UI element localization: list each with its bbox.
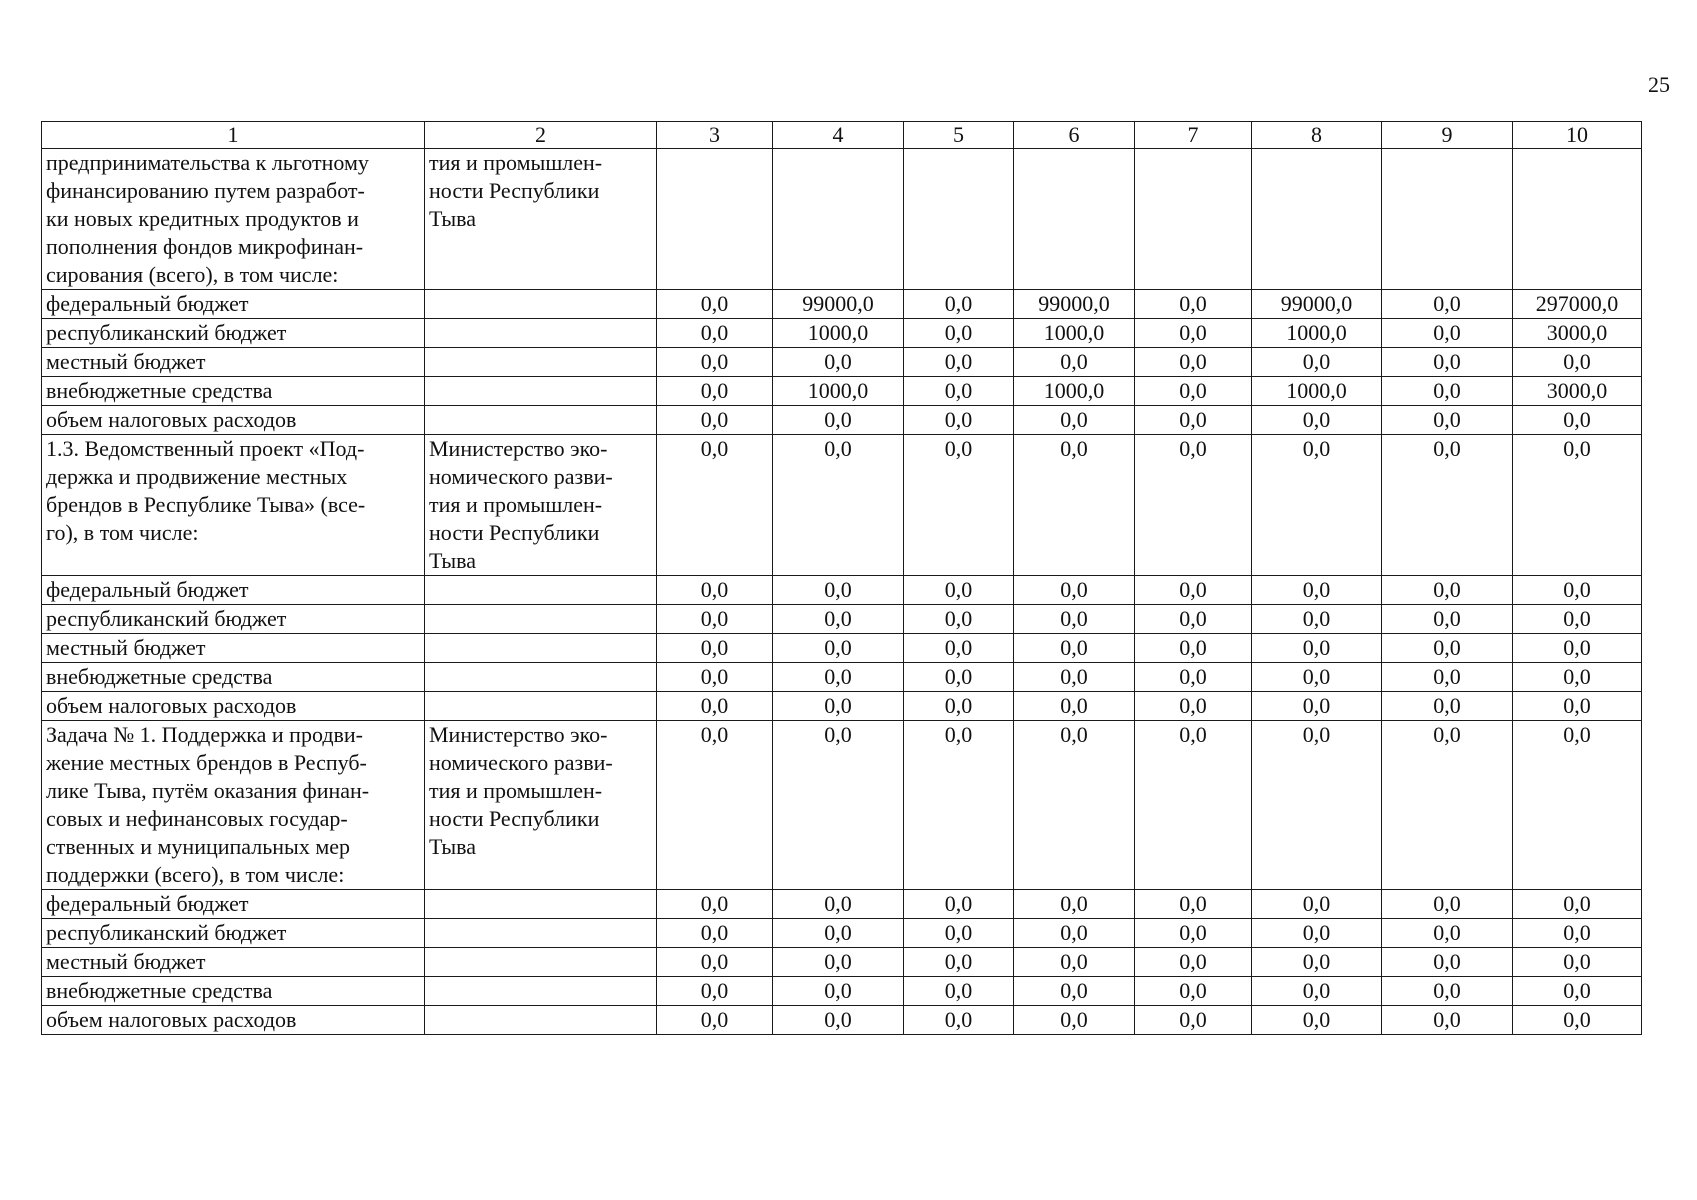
value-cell-col-4: 0,0	[773, 1006, 904, 1035]
row-description-cell	[42, 290, 425, 319]
value-cell-col-6	[1014, 149, 1135, 290]
responsible-cell	[425, 605, 657, 634]
value-cell-col-5: 0,0	[904, 692, 1014, 721]
value-cell-col-4: 0,0	[773, 634, 904, 663]
value-cell-col-7: 0,0	[1135, 1006, 1252, 1035]
value-cell-col-3: 0,0	[657, 692, 773, 721]
value-cell-col-10: 0,0	[1513, 605, 1642, 634]
header-cell-6: 6	[1014, 122, 1135, 149]
value-cell-col-5: 0,0	[904, 919, 1014, 948]
value-cell-col-9: 0,0	[1382, 692, 1513, 721]
row-description: внебюджетные средства	[46, 664, 273, 689]
value-cell-col-7: 0,0	[1135, 634, 1252, 663]
value-cell-col-7: 0,0	[1135, 948, 1252, 977]
row-description-cell	[42, 692, 425, 721]
responsible-cell	[425, 634, 657, 663]
responsible-cell	[425, 576, 657, 605]
row-description-cell	[42, 605, 425, 634]
value-cell-col-6: 0,0	[1014, 576, 1135, 605]
header-cell-2: 2	[425, 122, 657, 149]
responsible-cell	[425, 919, 657, 948]
row-description-cell	[42, 721, 425, 890]
value-cell-col-10: 0,0	[1513, 1006, 1642, 1035]
row-description: местный бюджет	[46, 349, 206, 374]
value-cell-col-9: 0,0	[1382, 1006, 1513, 1035]
value-cell-col-5: 0,0	[904, 634, 1014, 663]
value-cell-col-5: 0,0	[904, 948, 1014, 977]
value-cell-col-6: 0,0	[1014, 721, 1135, 890]
value-cell-col-6: 0,0	[1014, 977, 1135, 1006]
row-description: федеральный бюджет	[46, 577, 249, 602]
value-cell-col-10: 3000,0	[1513, 377, 1642, 406]
value-cell-col-3: 0,0	[657, 919, 773, 948]
table-row	[42, 948, 1642, 977]
value-cell-col-3: 0,0	[657, 634, 773, 663]
header-cell-1: 1	[42, 122, 425, 149]
value-cell-col-4: 0,0	[773, 663, 904, 692]
value-cell-col-4: 0,0	[773, 948, 904, 977]
value-cell-col-10	[1513, 149, 1642, 290]
value-cell-col-10: 0,0	[1513, 576, 1642, 605]
row-description: республиканский бюджет	[46, 920, 287, 945]
responsible-cell	[425, 435, 657, 576]
value-cell-col-8: 0,0	[1252, 1006, 1382, 1035]
value-cell-col-7	[1135, 149, 1252, 290]
header-cell-10: 10	[1513, 122, 1642, 149]
value-cell-col-6: 0,0	[1014, 663, 1135, 692]
value-cell-col-10: 0,0	[1513, 721, 1642, 890]
value-cell-col-6: 0,0	[1014, 1006, 1135, 1035]
value-cell-col-4: 0,0	[773, 435, 904, 576]
value-cell-col-5: 0,0	[904, 348, 1014, 377]
table-row-section	[42, 435, 1642, 576]
row-description: внебюджетные средства	[46, 378, 273, 403]
table-row	[42, 692, 1642, 721]
responsible-cell	[425, 406, 657, 435]
value-cell-col-4	[773, 149, 904, 290]
value-cell-col-8	[1252, 149, 1382, 290]
row-description: объем налоговых расходов	[46, 407, 297, 432]
responsible-cell	[425, 890, 657, 919]
row-description: республиканский бюджет	[46, 606, 287, 631]
value-cell-col-3: 0,0	[657, 890, 773, 919]
value-cell-col-8: 0,0	[1252, 663, 1382, 692]
value-cell-col-6: 0,0	[1014, 692, 1135, 721]
value-cell-col-7: 0,0	[1135, 576, 1252, 605]
row-description-cell	[42, 348, 425, 377]
table-row	[42, 290, 1642, 319]
value-cell-col-8: 0,0	[1252, 721, 1382, 890]
value-cell-col-7: 0,0	[1135, 348, 1252, 377]
value-cell-col-7: 0,0	[1135, 721, 1252, 890]
row-description-cell	[42, 406, 425, 435]
responsible-cell	[425, 348, 657, 377]
value-cell-col-6: 0,0	[1014, 605, 1135, 634]
row-description: федеральный бюджет	[46, 291, 249, 316]
row-description: предпринимательства к льготному финансированию путем разработ- ки новых кредитных продуктов и пополнения фондов микрофинан- сирования (всего), в том числе:	[46, 150, 369, 287]
value-cell-col-5: 0,0	[904, 1006, 1014, 1035]
value-cell-col-6: 0,0	[1014, 634, 1135, 663]
value-cell-col-7: 0,0	[1135, 435, 1252, 576]
value-cell-col-3: 0,0	[657, 605, 773, 634]
value-cell-col-6: 0,0	[1014, 348, 1135, 377]
value-cell-col-9: 0,0	[1382, 721, 1513, 890]
value-cell-col-7: 0,0	[1135, 977, 1252, 1006]
row-description-cell	[42, 663, 425, 692]
value-cell-col-7: 0,0	[1135, 663, 1252, 692]
table-row	[42, 890, 1642, 919]
value-cell-col-9: 0,0	[1382, 977, 1513, 1006]
table-row-section	[42, 721, 1642, 890]
value-cell-col-6: 0,0	[1014, 890, 1135, 919]
row-description-cell	[42, 1006, 425, 1035]
value-cell-col-3: 0,0	[657, 377, 773, 406]
value-cell-col-10: 0,0	[1513, 692, 1642, 721]
responsible-executor: тия и промышлен- ности Республики Тыва	[429, 150, 603, 231]
value-cell-col-8: 0,0	[1252, 692, 1382, 721]
value-cell-col-8: 1000,0	[1252, 319, 1382, 348]
header-row	[42, 122, 1642, 149]
responsible-cell	[425, 663, 657, 692]
responsible-cell	[425, 149, 657, 290]
value-cell-col-7: 0,0	[1135, 692, 1252, 721]
value-cell-col-6: 1000,0	[1014, 377, 1135, 406]
value-cell-col-7: 0,0	[1135, 919, 1252, 948]
row-description-cell	[42, 319, 425, 348]
header-cell-9: 9	[1382, 122, 1513, 149]
row-description: местный бюджет	[46, 635, 206, 660]
value-cell-col-5	[904, 149, 1014, 290]
value-cell-col-5: 0,0	[904, 435, 1014, 576]
row-description: Задача № 1. Поддержка и продви- жение местных брендов в Респуб- лике Тыва, путём оказания финан- совых и нефинансовых государ- ственных и муниципальных мер поддержки (всего), в том числе:	[46, 722, 370, 887]
value-cell-col-6: 0,0	[1014, 948, 1135, 977]
value-cell-col-5: 0,0	[904, 890, 1014, 919]
responsible-cell	[425, 290, 657, 319]
value-cell-col-5: 0,0	[904, 721, 1014, 890]
table-row	[42, 406, 1642, 435]
value-cell-col-4: 99000,0	[773, 290, 904, 319]
value-cell-col-10: 0,0	[1513, 890, 1642, 919]
value-cell-col-3: 0,0	[657, 663, 773, 692]
value-cell-col-4: 0,0	[773, 977, 904, 1006]
responsible-cell	[425, 721, 657, 890]
value-cell-col-5: 0,0	[904, 605, 1014, 634]
value-cell-col-8: 0,0	[1252, 948, 1382, 977]
value-cell-col-5: 0,0	[904, 377, 1014, 406]
value-cell-col-7: 0,0	[1135, 290, 1252, 319]
value-cell-col-9	[1382, 149, 1513, 290]
header-cell-8: 8	[1252, 122, 1382, 149]
value-cell-col-9: 0,0	[1382, 634, 1513, 663]
value-cell-col-6: 0,0	[1014, 919, 1135, 948]
row-description: федеральный бюджет	[46, 891, 249, 916]
value-cell-col-4: 0,0	[773, 890, 904, 919]
table-body	[42, 149, 1642, 1035]
value-cell-col-10: 0,0	[1513, 435, 1642, 576]
responsible-executor: Министерство эко- номического разви- тия и промышлен- ности Республики Тыва	[429, 722, 613, 859]
value-cell-col-6: 99000,0	[1014, 290, 1135, 319]
value-cell-col-3: 0,0	[657, 977, 773, 1006]
value-cell-col-6: 0,0	[1014, 435, 1135, 576]
header-cell-5: 5	[904, 122, 1014, 149]
value-cell-col-9: 0,0	[1382, 435, 1513, 576]
value-cell-col-7: 0,0	[1135, 406, 1252, 435]
value-cell-col-6: 1000,0	[1014, 319, 1135, 348]
value-cell-col-8: 0,0	[1252, 406, 1382, 435]
responsible-cell	[425, 948, 657, 977]
value-cell-col-5: 0,0	[904, 406, 1014, 435]
value-cell-col-4: 1000,0	[773, 319, 904, 348]
value-cell-col-7: 0,0	[1135, 377, 1252, 406]
table-row	[42, 634, 1642, 663]
responsible-cell	[425, 977, 657, 1006]
value-cell-col-10: 297000,0	[1513, 290, 1642, 319]
value-cell-col-3: 0,0	[657, 576, 773, 605]
row-description: местный бюджет	[46, 949, 206, 974]
table-row	[42, 576, 1642, 605]
value-cell-col-4: 1000,0	[773, 377, 904, 406]
value-cell-col-8: 0,0	[1252, 435, 1382, 576]
table-row	[42, 977, 1642, 1006]
responsible-cell	[425, 319, 657, 348]
row-description-cell	[42, 149, 425, 290]
value-cell-col-3: 0,0	[657, 721, 773, 890]
value-cell-col-3	[657, 149, 773, 290]
value-cell-col-10: 0,0	[1513, 634, 1642, 663]
value-cell-col-8: 0,0	[1252, 890, 1382, 919]
value-cell-col-10: 0,0	[1513, 948, 1642, 977]
value-cell-col-4: 0,0	[773, 406, 904, 435]
budget-table	[41, 121, 1642, 1035]
value-cell-col-4: 0,0	[773, 605, 904, 634]
value-cell-col-3: 0,0	[657, 948, 773, 977]
header-cell-4: 4	[773, 122, 904, 149]
table-row	[42, 377, 1642, 406]
value-cell-col-7: 0,0	[1135, 890, 1252, 919]
table-row-section	[42, 149, 1642, 290]
row-description: 1.3. Ведомственный проект «Под- держка и продвижение местных брендов в Республике Тыва» (все- го), в том числе:	[46, 436, 366, 545]
value-cell-col-8: 0,0	[1252, 977, 1382, 1006]
table-row	[42, 319, 1642, 348]
value-cell-col-8: 0,0	[1252, 576, 1382, 605]
value-cell-col-3: 0,0	[657, 319, 773, 348]
value-cell-col-3: 0,0	[657, 406, 773, 435]
value-cell-col-3: 0,0	[657, 1006, 773, 1035]
value-cell-col-6: 0,0	[1014, 406, 1135, 435]
value-cell-col-9: 0,0	[1382, 890, 1513, 919]
value-cell-col-7: 0,0	[1135, 605, 1252, 634]
value-cell-col-9: 0,0	[1382, 919, 1513, 948]
value-cell-col-8: 0,0	[1252, 348, 1382, 377]
value-cell-col-5: 0,0	[904, 290, 1014, 319]
value-cell-col-5: 0,0	[904, 663, 1014, 692]
value-cell-col-5: 0,0	[904, 319, 1014, 348]
row-description: внебюджетные средства	[46, 978, 273, 1003]
responsible-cell	[425, 692, 657, 721]
responsible-cell	[425, 1006, 657, 1035]
value-cell-col-9: 0,0	[1382, 319, 1513, 348]
row-description-cell	[42, 634, 425, 663]
row-description: объем налоговых расходов	[46, 1007, 297, 1032]
value-cell-col-8: 0,0	[1252, 919, 1382, 948]
value-cell-col-9: 0,0	[1382, 663, 1513, 692]
row-description: республиканский бюджет	[46, 320, 287, 345]
value-cell-col-9: 0,0	[1382, 406, 1513, 435]
value-cell-col-8: 0,0	[1252, 605, 1382, 634]
row-description-cell	[42, 977, 425, 1006]
value-cell-col-9: 0,0	[1382, 576, 1513, 605]
table-row	[42, 663, 1642, 692]
value-cell-col-10: 0,0	[1513, 406, 1642, 435]
value-cell-col-10: 0,0	[1513, 348, 1642, 377]
value-cell-col-4: 0,0	[773, 692, 904, 721]
table-row	[42, 605, 1642, 634]
responsible-executor: Министерство эко- номического разви- тия и промышлен- ности Республики Тыва	[429, 436, 613, 573]
value-cell-col-8: 0,0	[1252, 634, 1382, 663]
value-cell-col-7: 0,0	[1135, 319, 1252, 348]
value-cell-col-9: 0,0	[1382, 605, 1513, 634]
table-row	[42, 919, 1642, 948]
header-cell-3: 3	[657, 122, 773, 149]
page-number: 25	[1648, 72, 1670, 97]
value-cell-col-9: 0,0	[1382, 348, 1513, 377]
value-cell-col-3: 0,0	[657, 435, 773, 576]
value-cell-col-5: 0,0	[904, 576, 1014, 605]
value-cell-col-4: 0,0	[773, 919, 904, 948]
value-cell-col-8: 1000,0	[1252, 377, 1382, 406]
row-description-cell	[42, 919, 425, 948]
value-cell-col-4: 0,0	[773, 576, 904, 605]
row-description: объем налоговых расходов	[46, 693, 297, 718]
value-cell-col-4: 0,0	[773, 721, 904, 890]
value-cell-col-10: 3000,0	[1513, 319, 1642, 348]
value-cell-col-4: 0,0	[773, 348, 904, 377]
value-cell-col-8: 99000,0	[1252, 290, 1382, 319]
table-row	[42, 1006, 1642, 1035]
row-description-cell	[42, 435, 425, 576]
value-cell-col-5: 0,0	[904, 977, 1014, 1006]
value-cell-col-9: 0,0	[1382, 377, 1513, 406]
value-cell-col-10: 0,0	[1513, 919, 1642, 948]
value-cell-col-3: 0,0	[657, 348, 773, 377]
value-cell-col-9: 0,0	[1382, 948, 1513, 977]
value-cell-col-10: 0,0	[1513, 977, 1642, 1006]
value-cell-col-10: 0,0	[1513, 663, 1642, 692]
row-description-cell	[42, 890, 425, 919]
row-description-cell	[42, 377, 425, 406]
value-cell-col-3: 0,0	[657, 290, 773, 319]
value-cell-col-9: 0,0	[1382, 290, 1513, 319]
row-description-cell	[42, 948, 425, 977]
header-cell-7: 7	[1135, 122, 1252, 149]
row-description-cell	[42, 576, 425, 605]
responsible-cell	[425, 377, 657, 406]
table-row	[42, 348, 1642, 377]
